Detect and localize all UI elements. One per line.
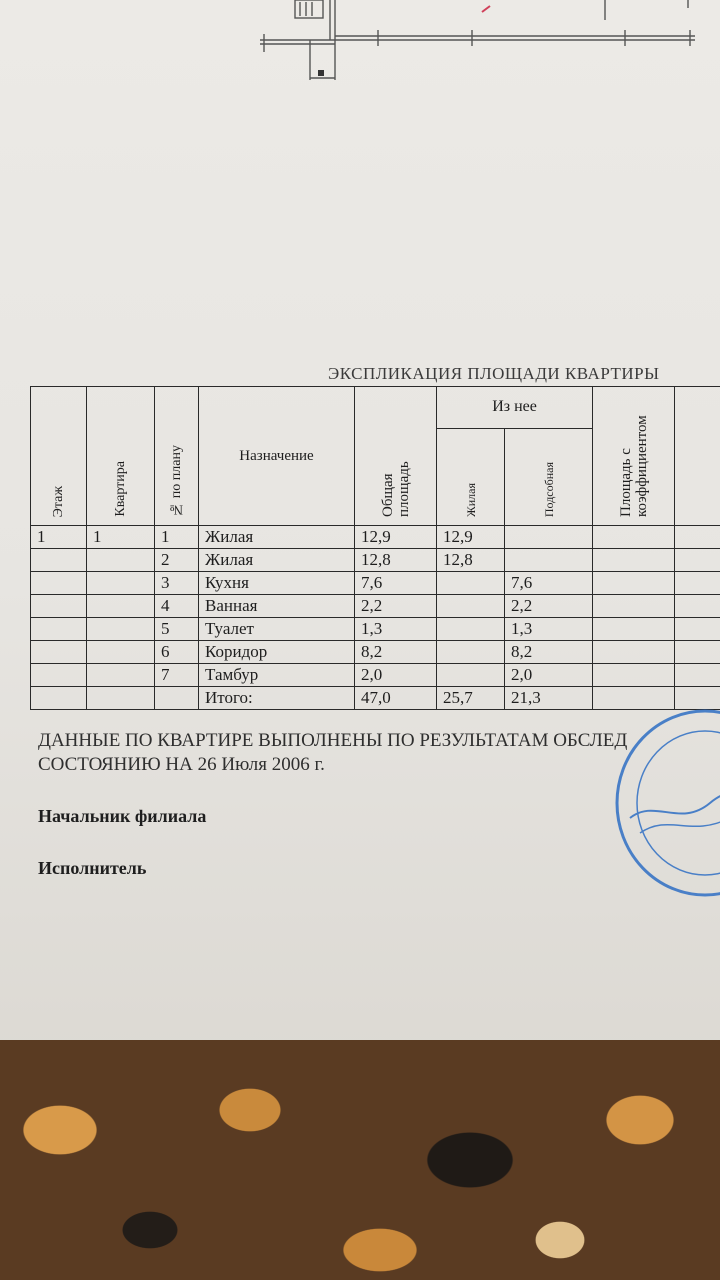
blue-stamp-seal bbox=[610, 708, 720, 898]
note-line-2: СОСТОЯНИЮ НА 26 Июля 2006 г. bbox=[38, 754, 325, 775]
document-title: ЭКСПЛИКАЦИЯ ПЛОЩАДИ КВАРТИРЫ bbox=[328, 364, 660, 383]
header-auxiliary: Подсобная bbox=[505, 428, 593, 525]
signer-head-of-branch: Начальник филиала bbox=[38, 806, 207, 826]
explication-table bbox=[30, 386, 720, 710]
table-row: 7 Тамбур 2,0 2,0 bbox=[31, 664, 720, 687]
signer-executor: Исполнитель bbox=[38, 858, 147, 878]
header-apartment: Квартира bbox=[87, 387, 155, 526]
table-row: 3 Кухня 7,6 7,6 bbox=[31, 572, 720, 595]
total-row: Итого: 47,0 25,7 21,3 bbox=[31, 687, 720, 710]
table-row: 2 Жилая 12,8 12,8 bbox=[31, 549, 720, 572]
header-living: Жилая bbox=[437, 428, 505, 525]
carpet-background bbox=[0, 1040, 720, 1280]
header-coef-area: Площадь с коэффициентом bbox=[593, 387, 675, 526]
table-row: 1 1 1 Жилая 12,9 12,9 bbox=[31, 526, 720, 549]
header-purpose: Назначение bbox=[199, 387, 355, 526]
header-plan-number: № по плану bbox=[155, 387, 199, 526]
table-row: 4 Ванная 2,2 2,2 bbox=[31, 595, 720, 618]
table-row: 6 Коридор 8,2 8,2 bbox=[31, 641, 720, 664]
floor-plan-fragment bbox=[250, 0, 720, 90]
table-row: 5 Туалет 1,3 1,3 bbox=[31, 618, 720, 641]
note-line-1: ДАННЫЕ ПО КВАРТИРЕ ВЫПОЛНЕНЫ ПО РЕЗУЛЬТАТАМ ОБСЛЕД bbox=[38, 730, 628, 751]
header-total-area: Общая площадь bbox=[355, 387, 437, 526]
header-floor: Этаж bbox=[31, 387, 87, 526]
header-extra bbox=[675, 387, 720, 526]
header-of-which: Из нее bbox=[437, 387, 593, 429]
